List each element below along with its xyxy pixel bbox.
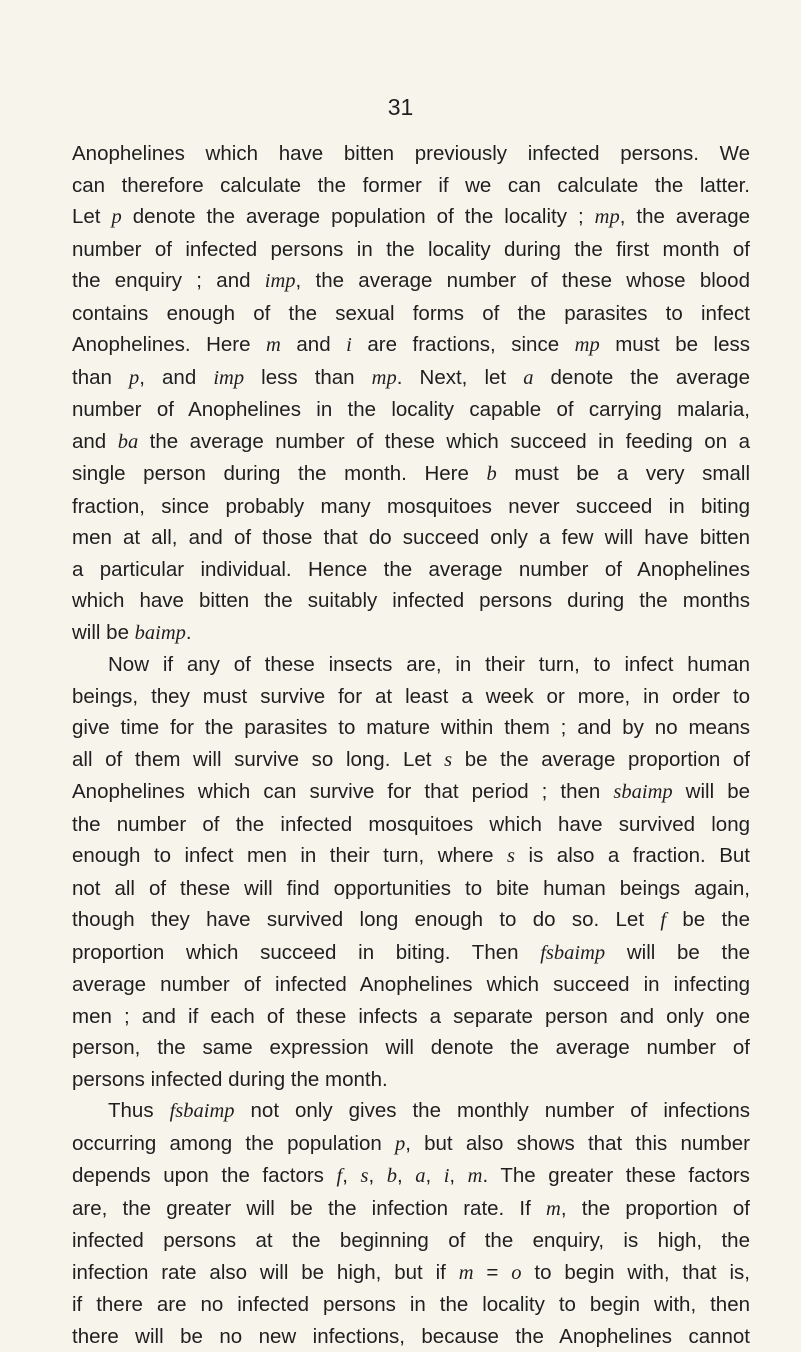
- text-line: Anophelines which can survive for that period ; then sbaimp will be: [72, 776, 750, 809]
- text-line: the number of the infected mosquitoes which have survived long: [72, 809, 750, 841]
- text-line: if there are no infected persons in the locality to begin with, then: [72, 1289, 750, 1321]
- text-line: person, the same expression will denote the average number of: [72, 1032, 750, 1064]
- text-line: Thus fsbaimp not only gives the monthly number of infections: [72, 1095, 750, 1128]
- body-text: [72, 138, 750, 1352]
- text-line: fraction, since probably many mosquitoes never succeed in biting: [72, 491, 750, 523]
- text-line: occurring among the population p, but also shows that this number: [72, 1128, 750, 1161]
- text-line: beings, they must survive for at least a week or more, in order to: [72, 681, 750, 713]
- text-line: depends upon the factors f, s, b, a, i, m. The greater these factors: [72, 1160, 750, 1193]
- text-line: Let p denote the average population of the locality ; mp, the average: [72, 201, 750, 234]
- text-line: than p, and imp less than mp. Next, let a denote the average: [72, 362, 750, 395]
- text-line: enough to infect men in their turn, where s is also a fraction. But: [72, 840, 750, 873]
- text-line: men ; and if each of these infects a separate person and only one: [72, 1001, 750, 1033]
- text-line: can therefore calculate the former if we can calculate the latter.: [72, 170, 750, 202]
- text-line: number of Anophelines in the locality capable of carrying malaria,: [72, 394, 750, 426]
- text-line: infection rate also will be high, but if m = o to begin with, that is,: [72, 1257, 750, 1290]
- text-line: single person during the month. Here b must be a very small: [72, 458, 750, 491]
- text-line: number of infected persons in the locality during the first month of: [72, 234, 750, 266]
- text-line: average number of infected Anophelines which succeed in infecting: [72, 969, 750, 1001]
- text-line: are, the greater will be the infection rate. If m, the proportion of: [72, 1193, 750, 1226]
- text-line: proportion which succeed in biting. Then fsbaimp will be the: [72, 937, 750, 970]
- text-line: persons infected during the month.: [72, 1064, 750, 1096]
- text-line: will be baimp.: [72, 617, 750, 650]
- text-line: Now if any of these insects are, in their turn, to infect human: [72, 649, 750, 681]
- text-line: and ba the average number of these which succeed in feeding on a: [72, 426, 750, 459]
- text-line: give time for the parasites to mature within them ; and by no means: [72, 712, 750, 744]
- text-line: infected persons at the beginning of the enquiry, is high, the: [72, 1225, 750, 1257]
- text-line: not all of these will find opportunities to bite human beings again,: [72, 873, 750, 905]
- text-line: a particular individual. Hence the average number of Anophelines: [72, 554, 750, 586]
- text-line: all of them will survive so long. Let s be the average proportion of: [72, 744, 750, 777]
- text-line: there will be no new infections, because the Anophelines cannot: [72, 1321, 750, 1352]
- text-line: Anophelines. Here m and i are fractions, since mp must be less: [72, 329, 750, 362]
- text-line: which have bitten the suitably infected persons during the months: [72, 585, 750, 617]
- text-line: though they have survived long enough to do so. Let f be the: [72, 904, 750, 937]
- text-line: Anophelines which have bitten previously infected persons. We: [72, 138, 750, 170]
- page-number: 31: [0, 92, 801, 122]
- text-line: the enquiry ; and imp, the average number of these whose blood: [72, 265, 750, 298]
- text-line: men at all, and of those that do succeed only a few will have bitten: [72, 522, 750, 554]
- text-line: contains enough of the sexual forms of the parasites to infect: [72, 298, 750, 330]
